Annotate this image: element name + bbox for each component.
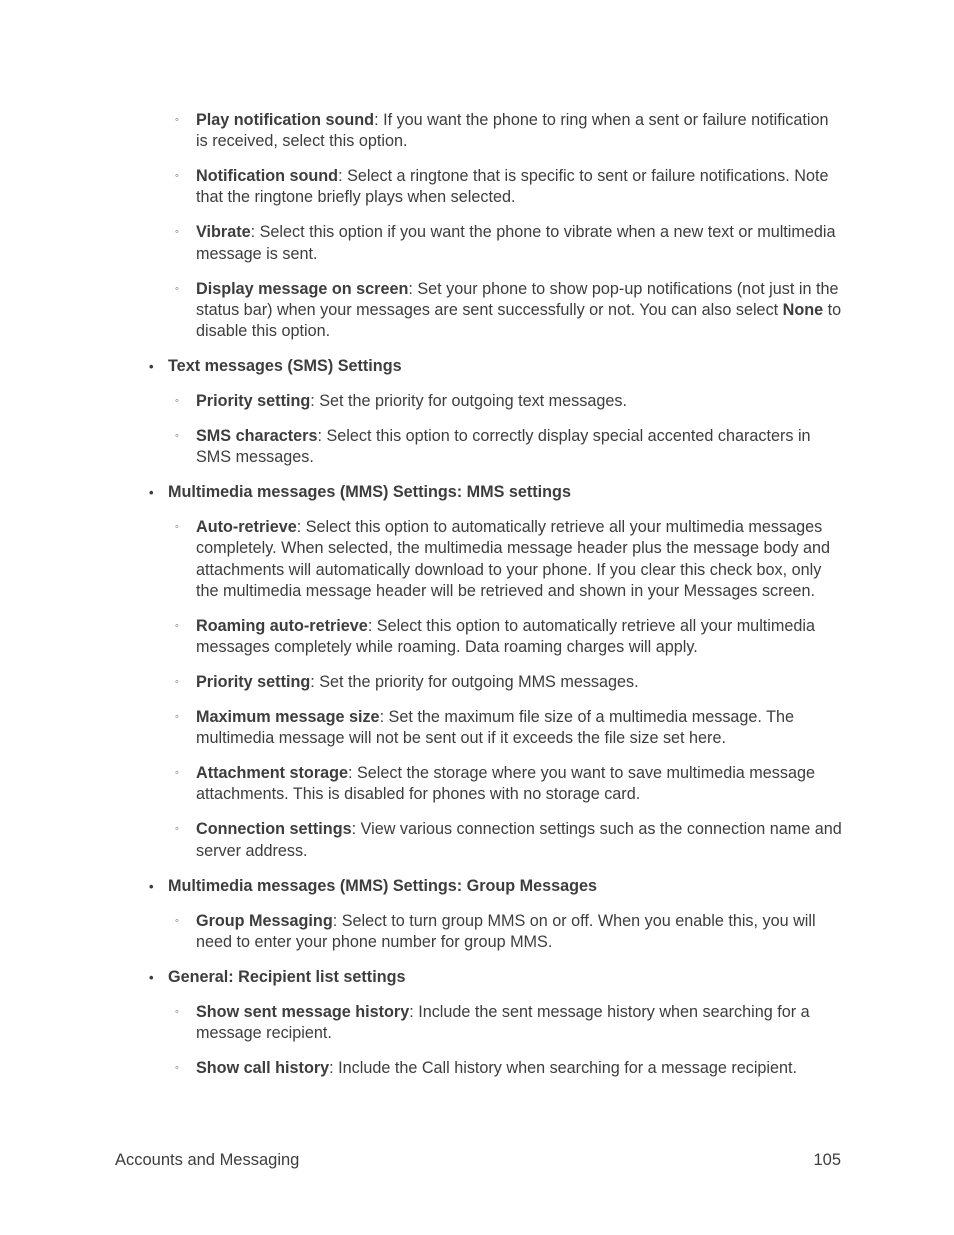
- setting-item: [175, 110, 844, 152]
- footer-page-number: 105: [813, 1151, 841, 1169]
- setting-description: : Include the sent message history when searching for a message recipient.: [196, 1002, 810, 1043]
- hollow-bullet-icon: ◦: [175, 1062, 179, 1075]
- setting-term: Maximum message size: [196, 708, 380, 727]
- setting-item: [175, 222, 844, 264]
- setting-term: Play notification sound: [196, 111, 375, 129]
- setting-term: Auto-retrieve: [196, 518, 297, 537]
- setting-item: [175, 672, 844, 693]
- setting-item: [175, 1058, 844, 1079]
- bullet-icon: •: [149, 969, 154, 985]
- footer-section-title: Accounts and Messaging: [115, 1151, 300, 1169]
- section-heading-text: Text messages (SMS) Settings: [168, 357, 402, 376]
- section-heading: [149, 967, 844, 988]
- settings-list: [0, 110, 954, 1093]
- setting-description: : View various connection settings such as the connection name and server address.: [196, 820, 842, 860]
- section-heading-text: Multimedia messages (MMS) Settings: MMS settings: [168, 483, 571, 502]
- setting-description: : Select this option to correctly display special accented characters in SMS messages.: [196, 427, 811, 467]
- hollow-bullet-icon: ◦: [175, 767, 179, 780]
- setting-term: SMS characters: [196, 427, 318, 446]
- hollow-bullet-icon: ◦: [175, 1005, 179, 1018]
- section-heading: [149, 356, 844, 377]
- setting-term: Display message on screen: [196, 279, 409, 298]
- setting-term: Priority setting: [196, 392, 311, 411]
- setting-term: Connection settings: [196, 820, 352, 839]
- hollow-bullet-icon: ◦: [175, 521, 179, 534]
- setting-description: : Select a ringtone that is specific to sent or failure notifications. Note that the ringtone briefly plays when selected.: [196, 167, 829, 207]
- setting-description: : Include the Call history when searching for a message recipient.: [329, 1059, 798, 1078]
- section-heading-text: General: Recipient list settings: [168, 967, 406, 986]
- setting-term: Group Messaging: [196, 911, 333, 930]
- hollow-bullet-icon: ◦: [175, 619, 179, 632]
- hollow-bullet-icon: ◦: [175, 823, 179, 836]
- setting-description: : Select the storage where you want to save multimedia message attachments. This is disabled for phones with no storage card.: [196, 764, 815, 804]
- hollow-bullet-icon: ◦: [175, 395, 179, 408]
- section-heading: [149, 482, 844, 503]
- hollow-bullet-icon: ◦: [175, 114, 179, 126]
- setting-item: [175, 911, 844, 953]
- setting-item: [175, 166, 844, 208]
- bullet-icon: •: [149, 359, 154, 375]
- setting-term: Attachment storage: [196, 764, 349, 783]
- setting-item: [175, 819, 844, 861]
- setting-item: [175, 616, 844, 658]
- bullet-icon: •: [149, 878, 154, 894]
- hollow-bullet-icon: ◦: [175, 676, 179, 689]
- setting-description: : Set the priority for outgoing text messages.: [310, 392, 627, 411]
- setting-description: : Set your phone to show pop-up notifications (not just in the status bar) when your messages are sent successfully or not. You can also select: [196, 279, 839, 319]
- section-heading-text: Multimedia messages (MMS) Settings: Group Messages: [168, 876, 598, 895]
- setting-term: Show call history: [196, 1059, 330, 1078]
- setting-item: [175, 1002, 844, 1044]
- setting-item: [175, 426, 844, 468]
- hollow-bullet-icon: ◦: [175, 430, 179, 443]
- setting-description: : Select this option if you want the phone to vibrate when a new text or multimedia message is sent.: [196, 223, 836, 263]
- setting-description: : Select this option to automatically retrieve all your multimedia messages completely. When selected, the multimedia message header plus the message body and attachments will automatically download to your phone. If you clear this check box, only the multimedia message header will be retrieved and shown in your Messages screen.: [196, 518, 831, 600]
- setting-description: : Select to turn group MMS on or off. When you enable this, you will need to enter your phone number for group MMS.: [196, 911, 816, 951]
- setting-item: [175, 517, 844, 602]
- setting-item: [175, 279, 844, 343]
- hollow-bullet-icon: ◦: [175, 711, 179, 724]
- setting-item: [175, 391, 844, 412]
- setting-term: Show sent message history: [196, 1002, 410, 1021]
- setting-description: : Select this option to automatically retrieve all your multimedia messages completely while roaming. Data roaming charges will apply.: [196, 616, 815, 657]
- setting-description: : Set the priority for outgoing MMS messages.: [310, 673, 639, 692]
- section-heading: [149, 876, 844, 897]
- setting-item: [175, 763, 844, 805]
- hollow-bullet-icon: ◦: [175, 282, 179, 295]
- bullet-icon: •: [149, 485, 154, 501]
- hollow-bullet-icon: ◦: [175, 914, 179, 927]
- setting-option-term: None: [782, 300, 824, 319]
- setting-term: Notification sound: [196, 167, 339, 186]
- hollow-bullet-icon: ◦: [175, 226, 179, 239]
- setting-description: : If you want the phone to ring when a sent or failure notification is received, select this option.: [196, 111, 829, 151]
- setting-term: Roaming auto-retrieve: [196, 616, 368, 635]
- hollow-bullet-icon: ◦: [175, 170, 179, 183]
- setting-description-continued: to disable this option.: [196, 300, 842, 341]
- setting-description: : Set the maximum file size of a multimedia message. The multimedia message will not be sent out if it exceeds the file size set here.: [196, 708, 795, 748]
- setting-item: [175, 707, 844, 749]
- setting-term: Priority setting: [196, 673, 311, 692]
- setting-term: Vibrate: [196, 223, 251, 242]
